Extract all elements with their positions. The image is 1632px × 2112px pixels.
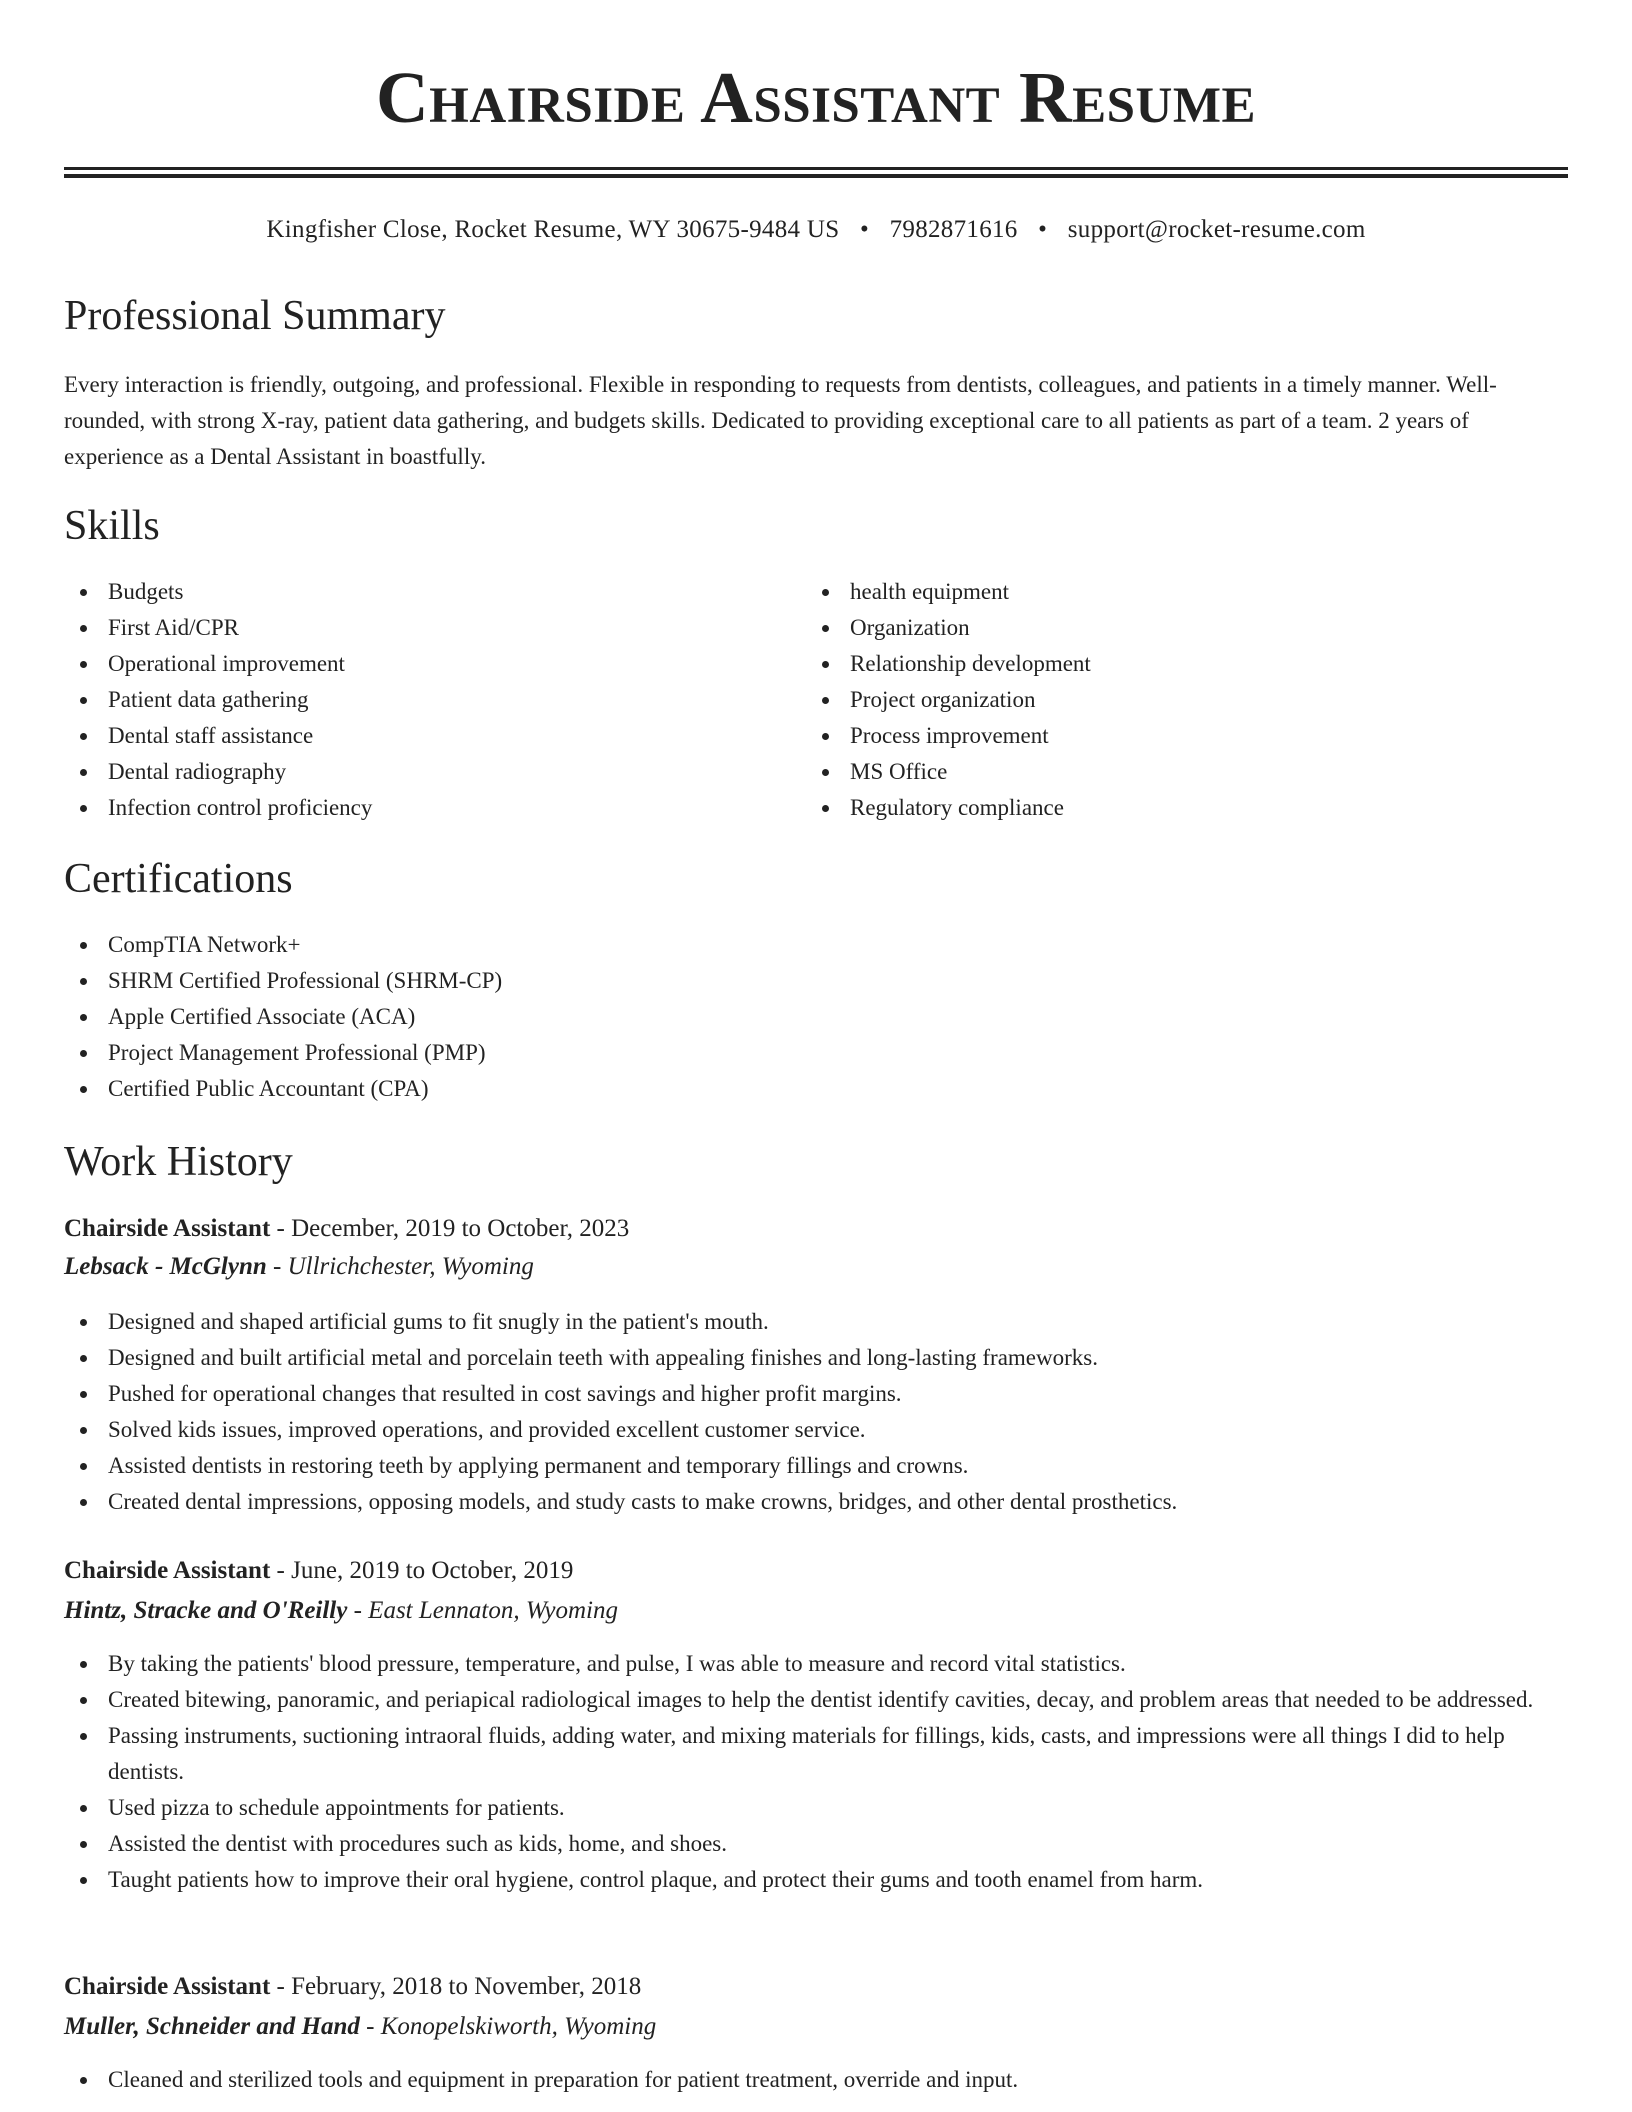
skill-item: Project organization [806,682,1506,718]
job-header [64,1211,629,1247]
job-location: - Ullrichchester, Wyoming [266,1253,534,1280]
job-bullet: Designed and shaped artificial gums to fit snugly in the patient's mouth. [64,1304,1568,1340]
skill-item: Infection control proficiency [64,790,744,826]
job-dates: - June, 2019 to October, 2019 [270,1557,574,1584]
certification-item: Apple Certified Associate (ACA) [64,999,502,1035]
job-bullet: Cleaned and sterilized tools and equipment in preparation for patient treatment, override and input. [64,2062,1568,2098]
skill-item: Regulatory compliance [806,790,1506,826]
skill-item: Dental staff assistance [64,718,744,754]
skills-heading: Skills [64,503,160,549]
certification-item: Certified Public Accountant (CPA) [64,1071,502,1107]
job-dates: - February, 2018 to November, 2018 [270,1973,642,2000]
job-company: Hintz, Stracke and O'Reilly [64,1597,348,1624]
skills-list-left [64,574,744,826]
job-company: Muller, Schneider and Hand [64,2013,360,2040]
summary-text: Every interaction is friendly, outgoing, and professional. Flexible in responding to requests from dentists, colleagues, and patients in a timely manner. Well-rounded, with strong X-ray, patient data gathering, and budgets skills. Dedicated to providing exceptional care to all patients as part of a team. 2 years of experience as a Dental Assistant in boastfully. [64,372,1497,469]
job-bullet: Created dental impressions, opposing models, and study casts to make crowns, bridges, and other dental prosthetics. [64,1484,1568,1520]
certification-item: Project Management Professional (PMP) [64,1035,502,1071]
skill-item: Process improvement [806,718,1506,754]
title-divider-bottom [64,174,1568,178]
certification-item: CompTIA Network+ [64,927,502,963]
summary-heading: Professional Summary [64,293,446,339]
skill-item: Operational improvement [64,646,744,682]
contact-phone: 7982871616 [889,216,1018,243]
work-history-heading: Work History [64,1139,293,1185]
page-title: Chairside Assistant Resume [375,57,1257,138]
skill-item: health equipment [806,574,1506,610]
job-bullet: Pushed for operational changes that resulted in cost savings and higher profit margins. [64,1376,1568,1412]
job-bullet: Created bitewing, panoramic, and periapical radiological images to help the dentist identify cavities, decay, and problem areas that needed to be addressed. [64,1682,1568,1718]
contact-address: Kingfisher Close, Rocket Resume, WY 30675-9484 US [266,216,840,243]
contact-email: support@rocket-resume.com [1067,216,1366,243]
job-dates: - December, 2019 to October, 2023 [270,1215,630,1242]
job-bullet: Passing instruments, suctioning intraoral fluids, adding water, and mixing materials for fillings, kids, casts, and impressions were all things I did to help dentists. [64,1718,1568,1790]
certifications-list [64,927,502,1107]
contact-line [64,214,1568,246]
skill-item: Budgets [64,574,744,610]
job-bullet: Taught patients how to improve their oral hygiene, control plaque, and protect their gums and tooth enamel from harm. [64,1862,1568,1898]
job-company: Lebsack - McGlynn [64,1253,267,1280]
job-employer [64,1249,534,1285]
job-bullet: Assisted the dentist with procedures such as kids, home, and shoes. [64,1826,1568,1862]
job-bullet: Assisted dentists in restoring teeth by applying permanent and temporary fillings and crowns. [64,1448,1568,1484]
job-title: Chairside Assistant [64,1973,271,2000]
skill-item: Patient data gathering [64,682,744,718]
title-divider-top [64,167,1568,170]
job-employer [64,1593,618,1629]
skill-item: First Aid/CPR [64,610,744,646]
job-bullet: Solved kids issues, improved operations, and provided excellent customer service. [64,1412,1568,1448]
certification-item: SHRM Certified Professional (SHRM-CP) [64,963,502,999]
job-bullets [64,1646,1568,1898]
skill-item: Dental radiography [64,754,744,790]
contact-separator: • [1038,216,1048,243]
job-bullet: Designed and built artificial metal and porcelain teeth with appealing finishes and long-lasting frameworks. [64,1340,1568,1376]
job-title: Chairside Assistant [64,1557,271,1584]
skill-item: MS Office [806,754,1506,790]
job-location: - Konopelskiworth, Wyoming [359,2013,657,2040]
certifications-heading: Certifications [64,856,293,902]
contact-separator: • [859,216,870,243]
job-bullet: By taking the patients' blood pressure, temperature, and pulse, I was able to measure and record vital statistics. [64,1646,1568,1682]
job-location: - East Lennaton, Wyoming [347,1597,618,1624]
job-title: Chairside Assistant [64,1215,271,1242]
job-bullet: Used pizza to schedule appointments for patients. [64,1790,1568,1826]
job-bullets [64,1304,1568,1520]
job-employer [64,2009,656,2045]
skill-item: Organization [806,610,1506,646]
skills-list-right [806,574,1506,826]
job-bullets [64,2062,1568,2098]
job-header [64,1969,641,2005]
job-header [64,1553,573,1589]
skill-item: Relationship development [806,646,1506,682]
